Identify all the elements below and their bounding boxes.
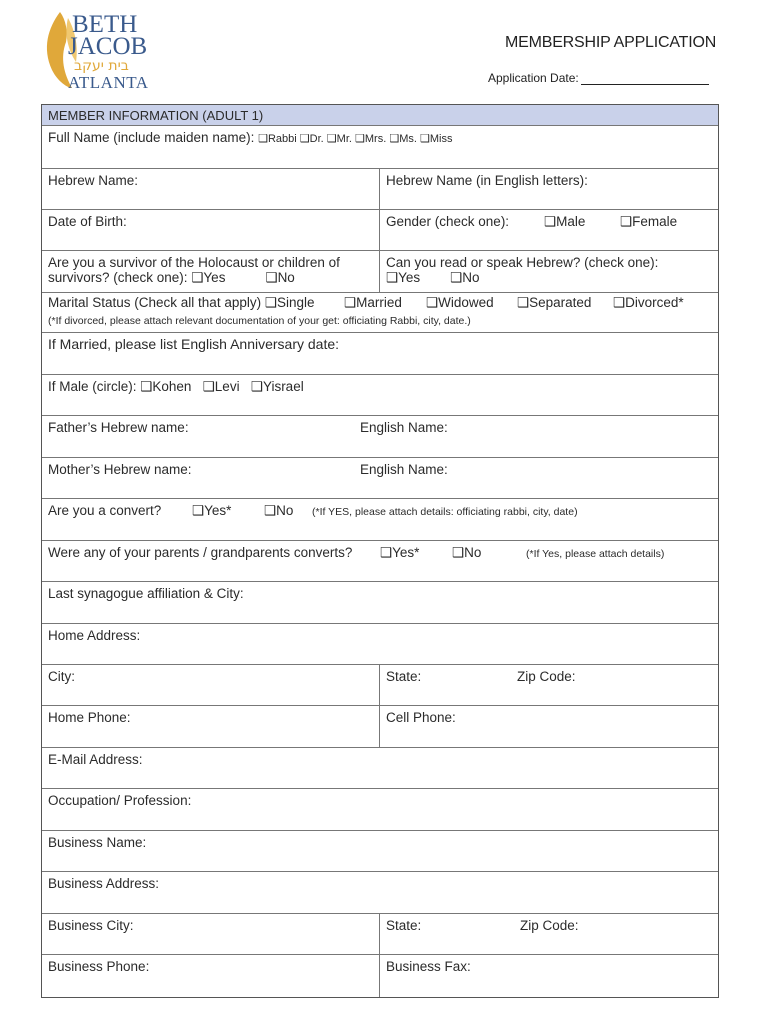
cell-phone-label: Cell Phone: <box>386 710 456 725</box>
checkbox-ms[interactable]: ❑Ms. <box>389 133 417 145</box>
email-label: E-Mail Address: <box>48 752 143 767</box>
business-phone-label: Business Phone: <box>48 959 150 974</box>
section-header: MEMBER INFORMATION (ADULT 1) <box>42 105 718 126</box>
checkbox-holocaust-no[interactable]: ❑No <box>265 270 295 285</box>
checkbox-parents-no[interactable]: ❑No <box>452 545 482 560</box>
holocaust-label-1: Are you a survivor of the Holocaust or children of <box>48 255 340 270</box>
holocaust-label-2: survivors? (check one): <box>48 270 192 285</box>
parents-convert-row <box>42 541 718 582</box>
business-name-row[interactable] <box>42 831 718 872</box>
checkbox-rabbi[interactable]: ❑Rabbi <box>258 133 297 145</box>
hebrew-name-row <box>42 169 718 210</box>
cell-phone-field[interactable] <box>380 706 718 747</box>
mother-row[interactable] <box>42 458 718 499</box>
convert-note: (*If YES, please attach details: officiating rabbi, city, date) <box>312 506 578 518</box>
home-phone-field[interactable] <box>42 706 380 747</box>
logo-hebrew: בית יעקב <box>74 58 129 74</box>
city-row <box>42 665 718 706</box>
business-state-zip-field[interactable] <box>380 914 718 954</box>
member-form <box>41 104 719 998</box>
checkbox-miss[interactable]: ❑Miss <box>420 133 453 145</box>
checkbox-icon: ❑ <box>299 133 310 145</box>
marital-row <box>42 293 718 333</box>
page-title: MEMBERSHIP APPLICATION <box>505 34 717 51</box>
business-address-label: Business Address: <box>48 876 160 891</box>
checkbox-icon: ❑ <box>191 270 204 285</box>
checkbox-convert-yes[interactable]: ❑Yes* <box>192 503 232 518</box>
beth-jacob-logo <box>38 8 168 92</box>
option-yisrael[interactable]: ❑Yisrael <box>250 379 304 394</box>
full-name-row[interactable] <box>42 126 718 169</box>
checkbox-icon: ❑ <box>420 133 430 145</box>
business-phone-row <box>42 955 718 997</box>
option-levi[interactable]: ❑Levi <box>202 379 240 394</box>
checkbox-icon: ❑ <box>544 214 557 229</box>
email-row[interactable] <box>42 748 718 789</box>
checkbox-icon: ❑ <box>140 379 153 394</box>
divorce-note: (*If divorced, please attach relevant documentation of your get: officiating Rabbi, city, date.) <box>48 315 471 327</box>
phone-row <box>42 706 718 748</box>
checkbox-icon: ❑ <box>264 503 277 518</box>
hebrew-name-label: Hebrew Name: <box>48 173 139 188</box>
application-date <box>488 71 709 85</box>
checkbox-mr[interactable]: ❑Mr. <box>326 133 352 145</box>
checkbox-icon: ❑ <box>355 133 365 145</box>
checkbox-icon: ❑ <box>265 270 278 285</box>
logo-jacob: JACOB <box>68 33 148 60</box>
business-fax-field[interactable] <box>380 955 718 997</box>
synagogue-row[interactable] <box>42 582 718 624</box>
occupation-row[interactable] <box>42 789 718 831</box>
business-city-row <box>42 914 718 955</box>
checkbox-holocaust-yes[interactable]: ❑Yes <box>191 270 226 285</box>
business-state-label: State: <box>386 918 422 933</box>
checkbox-icon: ❑ <box>264 295 277 310</box>
anniversary-label: If Married, please list English Anniversary date: <box>48 336 340 352</box>
checkbox-single[interactable]: ❑Single <box>264 295 315 310</box>
business-phone-field[interactable] <box>42 955 380 997</box>
checkbox-separated[interactable]: ❑Separated <box>517 295 592 310</box>
state-zip-field[interactable] <box>380 665 718 705</box>
checkbox-widowed[interactable]: ❑Widowed <box>426 295 494 310</box>
business-city-label: Business City: <box>48 918 134 933</box>
checkbox-icon: ❑ <box>380 545 393 560</box>
mother-hebrew-label: Mother’s Hebrew name: <box>48 462 192 477</box>
checkbox-icon: ❑ <box>620 214 633 229</box>
checkbox-icon: ❑ <box>202 379 215 394</box>
title-options <box>258 133 452 145</box>
checkbox-icon: ❑ <box>326 133 337 145</box>
zip-label: Zip Code: <box>517 669 576 684</box>
holocaust-hebrew-row <box>42 251 718 293</box>
hebrew-name-english-label: Hebrew Name (in English letters): <box>386 173 588 188</box>
occupation-label: Occupation/ Profession: <box>48 793 192 808</box>
parents-note: (*If Yes, please attach details) <box>526 548 665 560</box>
convert-label: Are you a convert? <box>48 503 162 518</box>
logo-beth: BETH <box>72 11 138 38</box>
dob-label: Date of Birth: <box>48 214 127 229</box>
tribe-label: If Male (circle): <box>48 379 141 394</box>
holocaust-field <box>42 251 380 292</box>
checkbox-icon: ❑ <box>426 295 439 310</box>
tribe-row <box>42 375 718 416</box>
checkbox-mrs[interactable]: ❑Mrs. <box>355 133 387 145</box>
home-address-label: Home Address: <box>48 628 141 643</box>
marital-label: Marital Status (Check all that apply) <box>48 295 265 310</box>
checkbox-icon: ❑ <box>258 133 268 145</box>
checkbox-hebrew-yes[interactable]: ❑Yes <box>386 270 421 285</box>
hebrew-name-english-field[interactable] <box>380 169 718 209</box>
hebrew-name-field[interactable] <box>42 169 380 209</box>
mother-english-label: English Name: <box>360 462 448 477</box>
checkbox-dr[interactable]: ❑Dr. <box>299 133 324 145</box>
checkbox-icon: ❑ <box>517 295 530 310</box>
application-date-field[interactable] <box>581 72 709 85</box>
hebrew-read-label: Can you read or speak Hebrew? (check one): <box>386 255 659 270</box>
checkbox-male[interactable]: ❑Male <box>544 214 586 229</box>
checkbox-icon: ❑ <box>192 503 205 518</box>
dob-field[interactable] <box>42 210 380 250</box>
state-label: State: <box>386 669 422 684</box>
parents-convert-label: Were any of your parents / grandparents converts? <box>48 545 353 560</box>
checkbox-hebrew-no[interactable]: ❑No <box>450 270 480 285</box>
checkbox-parents-yes[interactable]: ❑Yes* <box>380 545 420 560</box>
application-date-label: Application Date: <box>488 71 579 85</box>
business-zip-label: Zip Code: <box>520 918 579 933</box>
gender-label: Gender (check one): <box>386 214 510 229</box>
business-name-label: Business Name: <box>48 835 147 850</box>
business-address-row[interactable] <box>42 872 718 914</box>
gender-field <box>380 210 718 250</box>
convert-row <box>42 499 718 541</box>
home-phone-label: Home Phone: <box>48 710 131 725</box>
anniversary-row[interactable] <box>42 333 718 375</box>
father-row[interactable] <box>42 416 718 458</box>
option-kohen[interactable]: ❑Kohen <box>140 379 192 394</box>
checkbox-icon: ❑ <box>450 270 463 285</box>
father-english-label: English Name: <box>360 420 448 435</box>
city-field[interactable] <box>42 665 380 705</box>
checkbox-convert-no[interactable]: ❑No <box>264 503 294 518</box>
dob-gender-row <box>42 210 718 251</box>
checkbox-icon: ❑ <box>389 133 400 145</box>
business-fax-label: Business Fax: <box>386 959 471 974</box>
home-address-row[interactable] <box>42 624 718 665</box>
checkbox-female[interactable]: ❑Female <box>620 214 678 229</box>
hebrew-read-field <box>380 251 718 292</box>
city-label: City: <box>48 669 75 684</box>
checkbox-married[interactable]: ❑Married <box>344 295 402 310</box>
checkbox-icon: ❑ <box>452 545 465 560</box>
logo-atlanta: ATLANTA <box>68 73 149 92</box>
full-name-label: Full Name (include maiden name): <box>48 130 259 145</box>
checkbox-icon: ❑ <box>344 295 357 310</box>
checkbox-icon: ❑ <box>613 295 626 310</box>
checkbox-icon: ❑ <box>386 270 399 285</box>
checkbox-divorced[interactable]: ❑Divorced* <box>613 295 684 310</box>
business-city-field[interactable] <box>42 914 380 954</box>
father-hebrew-label: Father’s Hebrew name: <box>48 420 189 435</box>
checkbox-icon: ❑ <box>250 379 263 394</box>
synagogue-label: Last synagogue affiliation & City: <box>48 586 244 601</box>
